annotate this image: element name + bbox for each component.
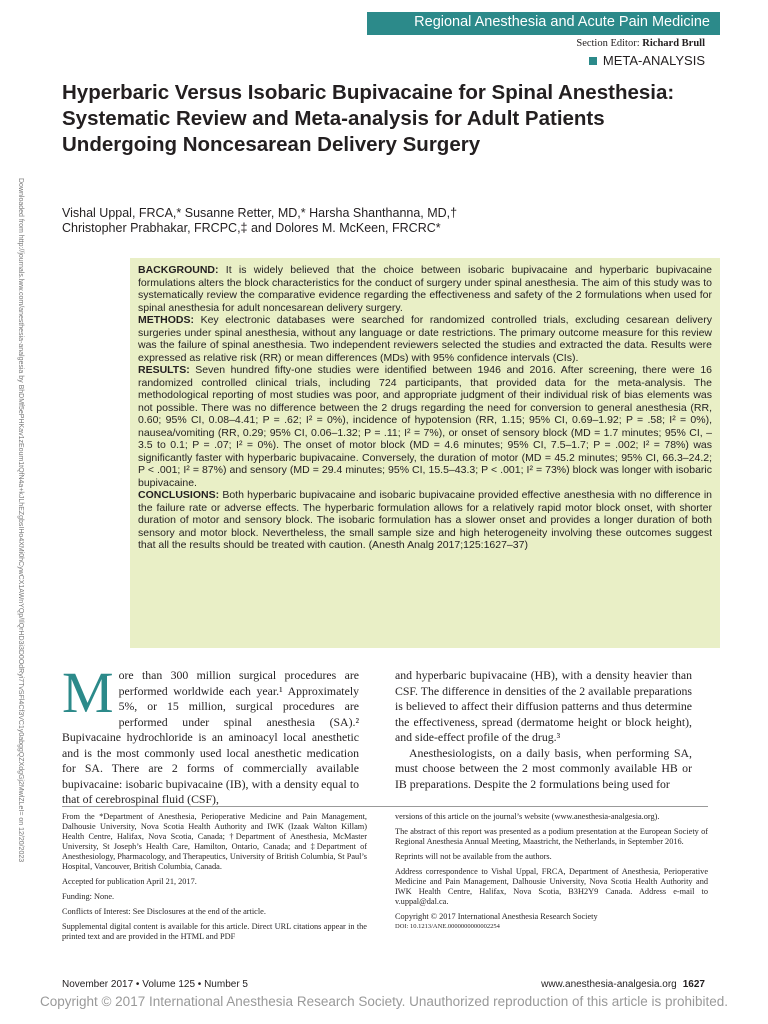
correspondence: Address correspondence to Vishal Uppal, FRCA, Department of Anesthesia, Perioperative Medicine and Pain Management, Dalhousie University, Nova Scotia Health Authority and IWK Health Centre, Halifax, Nova Scotia, B3H2Y9 Canada. Address e-mail to v.uppal@dal.ca. (395, 867, 708, 906)
conclusions-label: CONCLUSIONS: (138, 489, 220, 501)
reprints-note: Reprints will not be available from the authors. (395, 852, 552, 861)
body-paragraph-1: and hyperbaric bupivacaine (HB), with a density heavier than CSF. The difference in densities of the 2 available preparations is believed to affect their diffusion patterns and thus determine the effectiveness, spread (dermatome height or block height), and side-effect profile of the drug.³ (395, 668, 692, 744)
square-bullet-icon (589, 57, 597, 65)
background-text: It is widely believed that the choice between isobaric bupivacaine and hyperbaric bupivacaine formulations alters the block characteristics for the conduct of surgery under spinal anesthesia. The aim of this study was to systematically review the comparative evidence regarding the effectiveness and safety of the 2 formulations when used for spinal anesthesia for adult noncesarean delivery surgery. (138, 264, 712, 314)
article-type (589, 53, 705, 68)
affiliations: From the *Department of Anesthesia, Perioperative Medicine and Pain Management, Dalhousie University, Nova Scotia Health Authority and IWK (Izaak Walton Killam) Health Centre, Halifax, Nova Scotia, Canada; †Department of Anesthesia, McMaster University, St Joseph’s Health Care, Hamilton, Ontario, Canada; and ‡Department of Anesthesiology, Pharmacology, and Therapeutics, University of British Columbia, St Paul’s Hospital, Vancouver, British Columbia, Canada. (62, 812, 367, 871)
copyright-banner: Copyright © 2017 International Anesthesia Research Society. Unauthorized reproduction of this article is prohibited. (39, 994, 729, 1009)
abstract-conclusions (138, 489, 712, 552)
body-paragraph-2: Anesthesiologists, on a daily basis, when performing SA, must choose between the 2 most commonly available HB or IB preparations. Despite the 2 formulations being used for (395, 745, 692, 791)
supplemental: Supplemental digital content is available for this article. Direct URL citations appear in the printed text and are provided in the HTML and PDF (62, 922, 367, 941)
issue-info: November 2017 • Volume 125 • Number 5 (62, 979, 248, 990)
article-type-label: META-ANALYSIS (602, 53, 705, 68)
accepted-date: Accepted for publication April 21, 2017. (62, 877, 197, 886)
footnote-divider (62, 806, 708, 807)
conflicts: Conflicts of Interest: See Disclosures at the end of the article. (62, 907, 266, 916)
copyright-note: Copyright © 2017 International Anesthesia Research Society (395, 912, 598, 921)
author-list (62, 206, 682, 236)
page-footer-right (541, 979, 705, 990)
abstract-results (138, 364, 712, 489)
authors-line-2: Christopher Prabhakar, FRCPC,‡ and Dolores M. McKeen, FRCRC* (62, 221, 441, 235)
journal-section-band (367, 12, 720, 35)
section-editor-name: Richard Brull (642, 38, 705, 49)
results-text: Seven hundred fifty-one studies were identified between 1946 and 2016. After screening, there were 16 randomized controlled clinical trials, including 724 participants, that provided data for the meta-analysis. The methodological reporting of most studies was poor, and appropriate judgment of their individual risk of bias elements was not possible. There was no difference between the 2 drugs regarding the need for conversion to general anesthesia (RR, 0.60; 95% CI, 0.08–4.41; P = .62; I² = 0%), incidence of hypotension (RR, 1.15; 95% CI, 0.69–1.92; P = .58; I² = 0%), nausea/vomiting (RR, 0.29; 95% CI, 0.06–1.32; P = .11; I² = 7%), or onset of sensory block (MD = 1.7 minutes; 95% CI, –3.5 to 0.1; P = .07; I² = 0%). The onset of motor block (MD = 4.6 minutes; 95% CI, 7.5–1.7; P = .002; I² = 78%) was significantly faster with hyperbaric bupivacaine. Conversely, the duration of motor (MD = 45.2 minutes; 95% CI, 66.3–24.2; P < .001; I² = 87%) and sensory (MD = 29.4 minutes; 95% CI, 15.5–43.3; P < .001; I² = 73%) block was longer with isobaric bupivacaine. (138, 364, 712, 489)
funding: Funding: None. (62, 892, 115, 901)
body-text-left: ore than 300 million surgical procedures are performed worldwide each year.¹ Approximately 5%, or 15 million, surgical procedures are performed under spinal anesthesia (SA).² Bupivacaine hydrochloride is an aminoacyl local anesthetic and is the most commonly used local anesthetic medication for SA. There are 2 forms of commercially available bupivacaine: isobaric bupivacaine (IB), with a density equal to that of cerebrospinal fluid (CSF), (62, 668, 359, 806)
drop-cap: M (62, 660, 114, 725)
journal-website: www.anesthesia-analgesia.org (541, 979, 677, 990)
results-label: RESULTS: (138, 364, 190, 376)
presentation-note: The abstract of this report was presented as a podium presentation at the European Society of Regional Anesthesia Annual Meeting, Maastricht, the Netherlands, in September 2016. (395, 827, 708, 846)
section-editor-label: Section Editor: (576, 38, 640, 49)
download-watermark-text: Downloaded from http://journals.lww.com/anesthesia-analgesia by BhDMf5ePHKav1zEoum1tQfN4a+kJLhEZgbsIHo4XMi0hCywCX1AWnYQp/IlQrHD3i3D0OdRyi7TvSFl4Cf3VC1y0abggQZXdgGj2MwlZLeI= on 12/20/2023 (17, 178, 24, 863)
body-column-left (62, 660, 359, 808)
background-label: BACKGROUND: (138, 264, 219, 276)
abstract-background (138, 264, 712, 314)
abstract-methods (138, 314, 712, 364)
authors-line-1: Vishal Uppal, FRCA,* Susanne Retter, MD,* Harsha Shanthanna, MD,† (62, 206, 458, 220)
abstract-citation: (Anesth Analg 2017;125:1627–37) (368, 539, 528, 551)
section-editor (576, 38, 705, 49)
download-watermark (17, 178, 42, 863)
footnotes-left (62, 812, 367, 947)
methods-text: Key electronic databases were searched for randomized controlled trials, excluding cesarean delivery surgeries under spinal anesthesia, without any language or date restrictions. The primary outcome measure for this review was the failure of spinal anesthesia. Two independent reviewers selected the studies and extracted the data. Results were expressed as relative risk (RR) or mean differences (MDs) with 95% confidence intervals (CIs). (138, 314, 712, 364)
conclusions-text: Both hyperbaric bupivacaine and isobaric bupivacaine provided effective anesthesia with no difference in the failure rate or adverse effects. The hyperbaric formulation allows for a relatively rapid motor block onset, with shorter duration of motor and sensory block. The isobaric formulation has a slower onset and provides a longer duration of both sensory and motor block. Nevertheless, the small sample size and high heterogeneity involving these outcomes suggest that all the results should be treated with caution. (138, 489, 713, 551)
article-title: Hyperbaric Versus Isobaric Bupivacaine for Spinal Anesthesia: Systematic Review and Meta-analysis for Adult Patients Undergoing Noncesarean Delivery Surgery (62, 81, 675, 156)
versions-note: versions of this article on the journal’s website (www.anesthesia-analgesia.org). (395, 812, 660, 821)
page-number: 1627 (682, 979, 705, 990)
journal-section-title: Regional Anesthesia and Acute Pain Medicine (414, 14, 710, 30)
abstract-box (130, 258, 720, 648)
methods-label: METHODS: (138, 314, 194, 326)
body-column-right (395, 668, 692, 792)
footnotes-right (395, 812, 708, 932)
doi: DOI: 10.1213/ANE.0000000000002254 (395, 923, 500, 930)
